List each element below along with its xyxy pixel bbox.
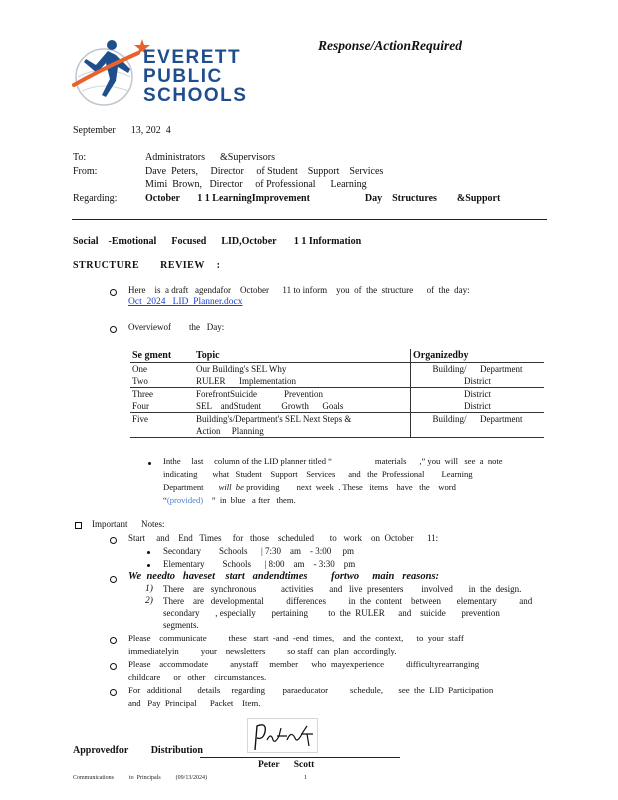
regarding-label: Regarding: [73,193,118,204]
accommodate-line-2: childcare or other circumstances. [128,672,267,682]
from-label: From: [73,166,98,177]
regarding-value: October 1 1 LearningImprovement Day Structures &Support [145,193,501,204]
agenda-topic: Our Building's SEL Why [194,363,411,376]
agenda-header-topic: Topic [194,349,411,363]
agenda-organizer: District [464,389,491,399]
approved-for-distribution: Approvedfor Distribution [73,745,203,756]
agenda-topic: Building's/Department's SEL Next Steps & [196,414,352,424]
accommodate-line-1: Please accommodate anystaff member who mayexperience difficultyrearranging [128,659,480,669]
agenda-header-segment: Se gment [130,349,194,363]
important-notes-label: Important Notes: [92,519,165,529]
response-action-required: Response/ActionRequired [318,38,463,53]
agenda-segment: One [132,364,147,374]
provided-text: (provided) [166,495,204,505]
bullet-circle-icon [110,663,117,670]
reason-2-line-3: segments. [163,620,199,630]
note-line-4-a: “ [163,495,167,505]
lid-planner-link[interactable]: Oct 2024 LID Planner.docx [128,297,243,307]
communicate-line-2: immediatelyin your newsletters so staff can plan accordingly. [128,646,397,656]
elementary-schools-time: Elementary Schools | 8:00 am - 3:30 pm [163,559,356,569]
agenda-table [130,349,544,438]
times-intro: Start and End Times for those scheduled to work on October 11: [128,533,439,543]
signature-line [200,757,400,758]
from-value-2: Mimi Brown, Director of Professional Learning [145,179,367,190]
agenda-topic: RULER Implementation [194,375,411,388]
bullet-dot-icon [147,551,150,554]
agenda-topic: ForefrontSuicide Prevention [194,388,411,401]
bullet-circle-icon [110,689,117,696]
agenda-header-organizer: Organizedby [411,349,545,363]
bullet-circle-icon [110,637,117,644]
note-line-3-a: Department [163,482,219,492]
agenda-organizer: Building/ Department [432,364,523,374]
table-row [130,375,544,388]
reason-1-number: 1) [145,584,153,594]
logo-line-1: EVERETT [143,47,242,68]
bullet-dot-icon [147,564,150,567]
page-number: 1 [304,775,307,781]
footer-left: Communications to Principals (09/13/2024) [73,775,207,781]
reason-2-line-1: There are developmental differences in the content between elementary and [163,596,533,606]
note-line-4 [163,495,296,505]
agenda-segment: Four [130,400,194,413]
logo-wordmark [143,48,247,105]
bullet-circle-icon [110,289,117,296]
bullet-dot-icon [148,462,151,465]
to-label: To: [73,152,87,163]
agenda-segment: Five [130,413,194,438]
checkbox-square-icon [75,522,82,529]
memo-date: September 13, 202 4 [73,125,171,136]
note-line-2: indicating what Student Support Services and the Professional Learning [163,469,473,479]
table-row [130,388,544,401]
agenda-topic: SEL andStudent Growth Goals [194,400,411,413]
bullet-circle-icon [110,326,117,333]
table-row [130,400,544,413]
reasons-heading: We needto haveset start andendtimes fortwo main reasons: [128,571,440,582]
agenda-organizer: Building/ Department [411,413,545,438]
agenda-topic-continued: Action Planning [196,426,264,436]
reason-1: There are synchronous activities and live presenters involved in the design. [163,584,522,594]
secondary-schools-time: Secondary Schools | 7:30 am - 3:00 pm [163,546,355,556]
note-line-3-c: providing next week . These items have the word [243,482,456,492]
note-line-4-b: ” in blue a fter them. [203,495,296,505]
reason-2-line-2: secondary , especially pertaining to the RULER and suicide prevention [163,608,500,618]
agenda-segment: Three [132,389,153,399]
note-line-3 [163,482,456,492]
structure-item-2: Overviewof the Day: [128,322,225,332]
agenda-segment: Two [130,375,194,388]
agenda-header-row [130,349,544,363]
note-line-1: Inthe last column of the LID planner titled “ materials ,” you will see a note [163,456,503,466]
communicate-line-1: Please communicate these start -and -end times, and the context, to your staff [128,633,464,643]
paraeducator-line-2: and Pay Principal Packet Item. [128,698,261,708]
paraeducator-line-1: For additional details regarding paraeducator schedule, see the LID Participation [128,685,494,695]
structure-heading: STRUCTURE REVIEW : [73,260,221,271]
memo-title: Social -Emotional Focused LID,October 1 1 Information [73,236,362,247]
from-value-1: Dave Peters, Director of Student Support Services [145,166,384,177]
logo-line-2: PUBLIC [143,66,223,87]
bullet-circle-icon [110,576,117,583]
logo-line-3: SCHOOLS [143,85,248,106]
signature-scribble-icon [247,718,327,756]
agenda-organizer: District [411,400,545,413]
agenda-organizer: District [411,375,545,388]
header-divider [72,219,547,220]
signer-name: Peter Scott [258,760,315,770]
note-line-3-italic: will be [218,482,244,492]
structure-item-1: Here is a draft agendafor October 11 to inform you of the structure of the day: [128,285,470,295]
agenda-topic-cell [194,413,411,438]
signature [247,718,327,759]
bullet-circle-icon [110,537,117,544]
table-row [130,363,544,376]
reason-2-number: 2) [145,596,153,606]
table-row [130,413,544,438]
to-value: Administrators &Supervisors [145,152,275,163]
